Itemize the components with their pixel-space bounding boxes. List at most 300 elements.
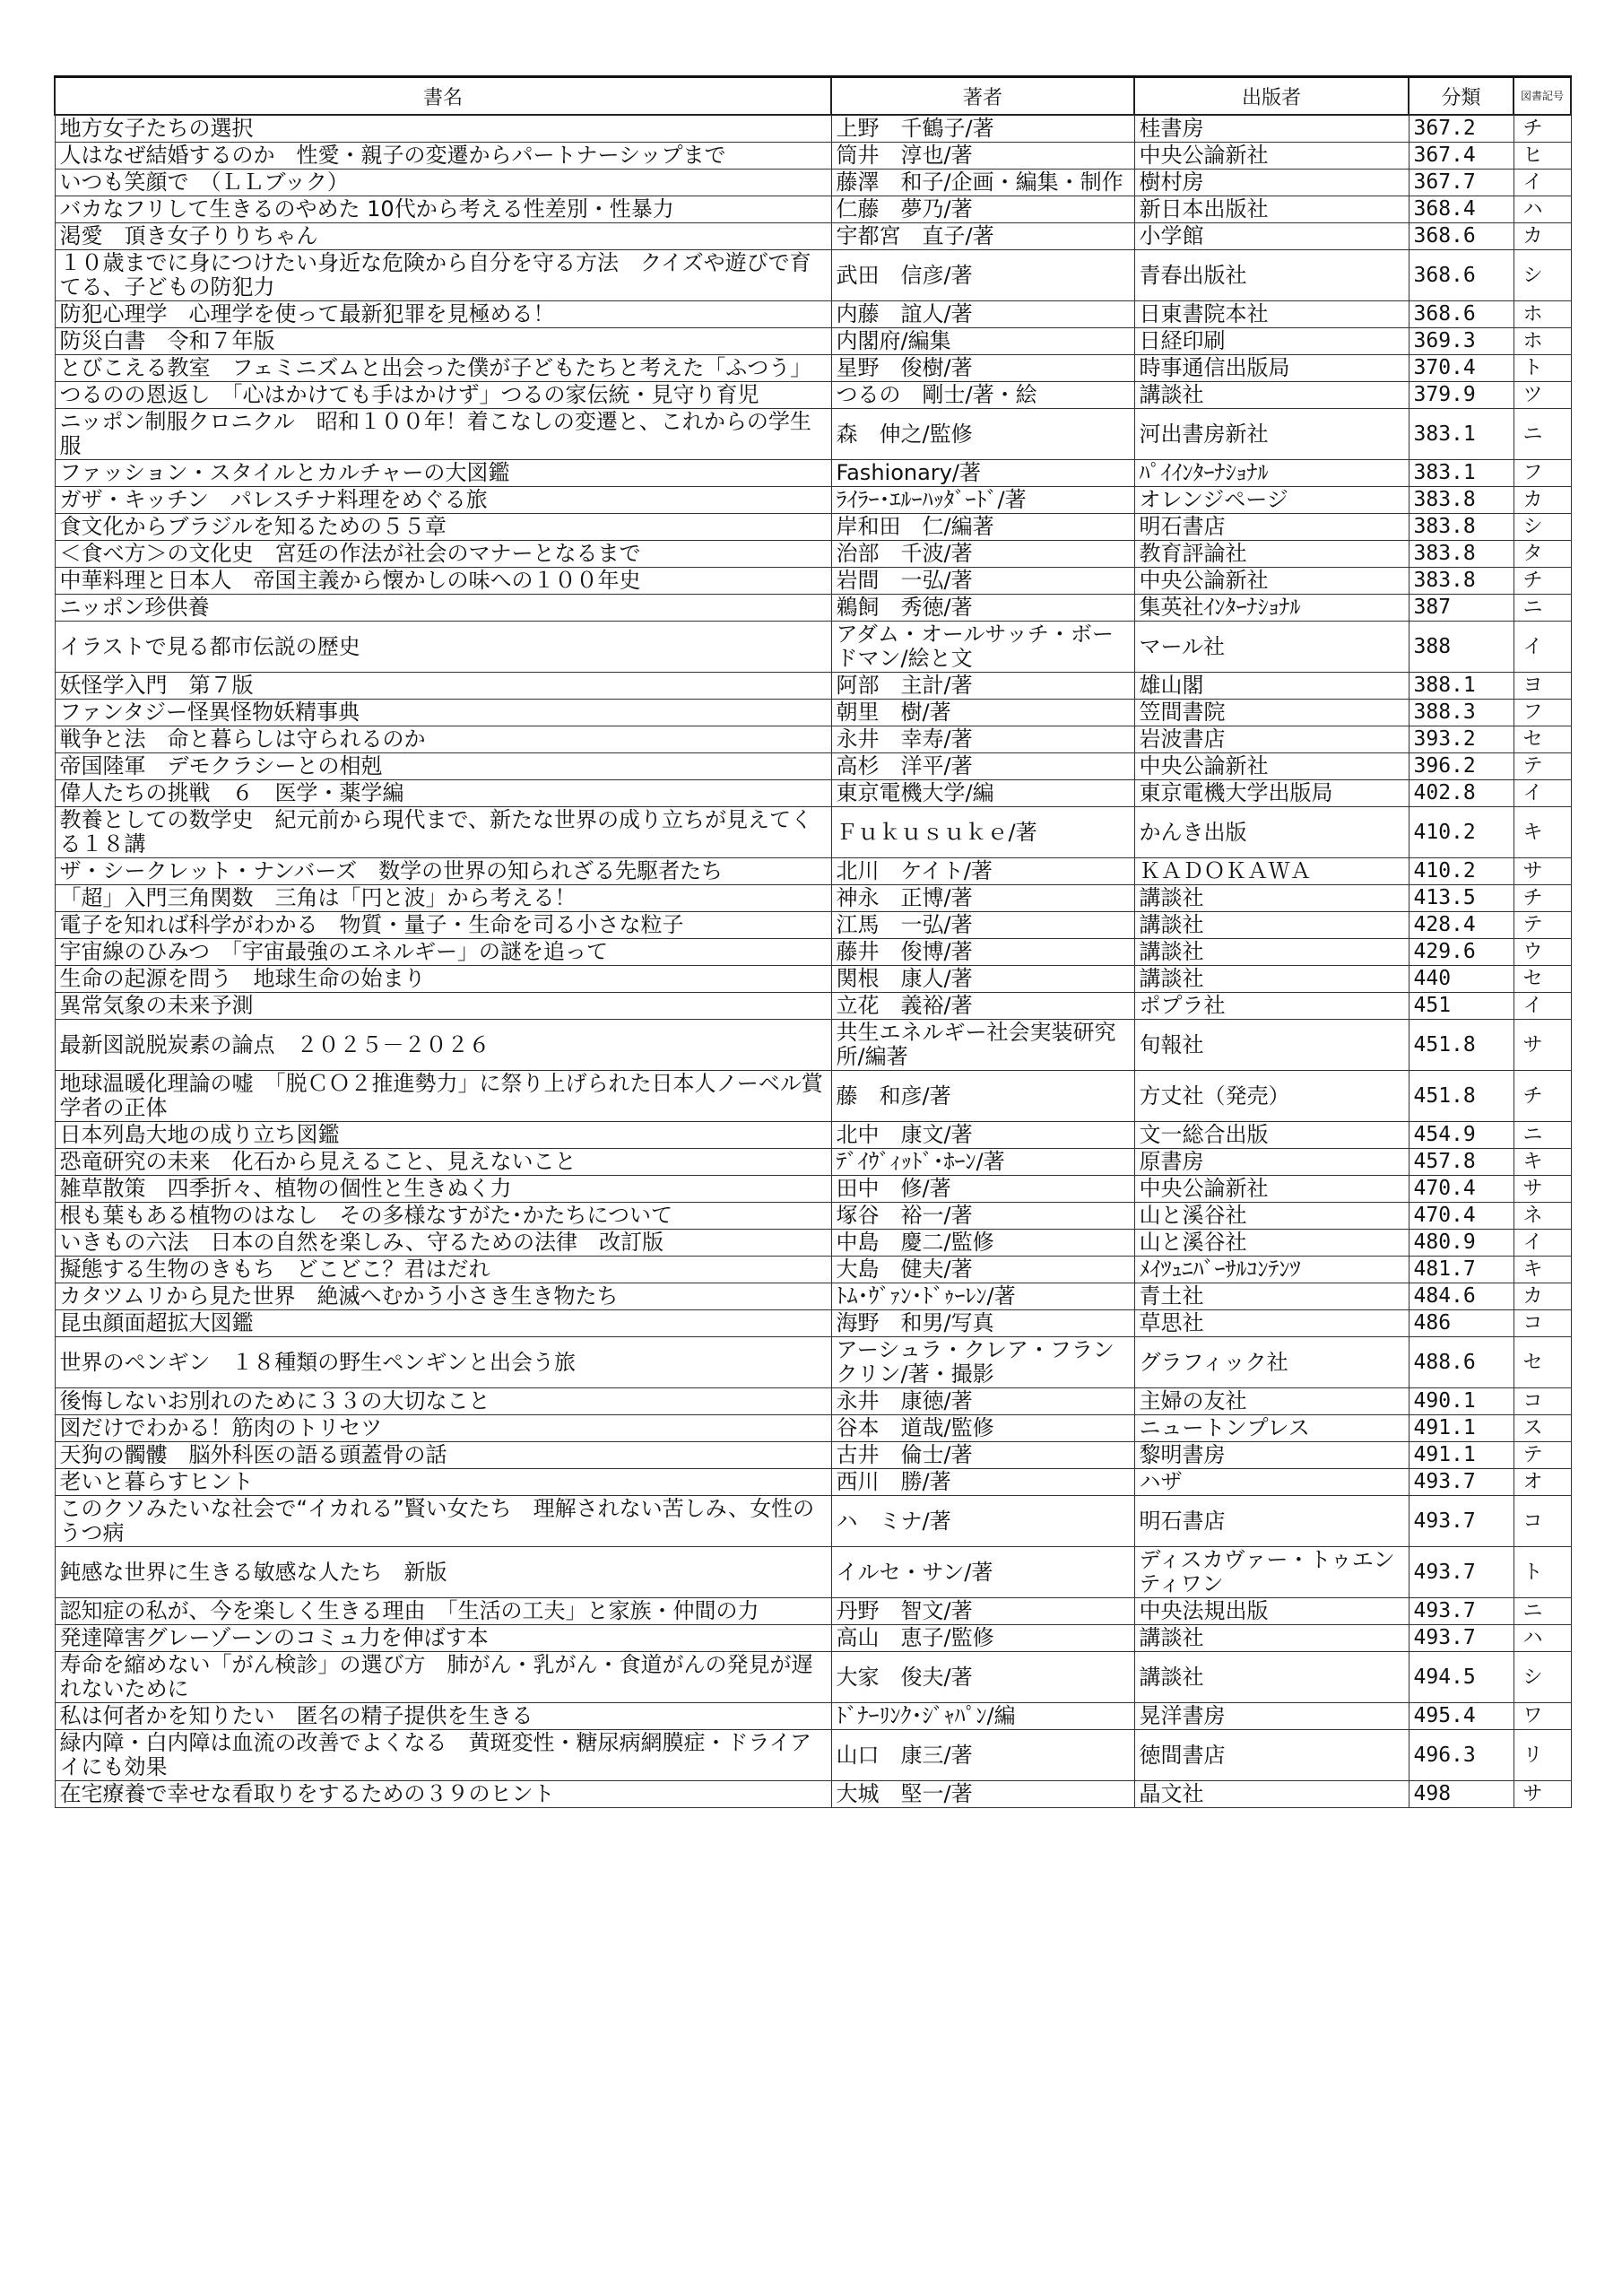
table-row <box>55 993 1571 1020</box>
author-cell: アーシュラ・クレア・フランクリン/著・撮影 <box>831 1337 1134 1388</box>
classification-cell: 383.1 <box>1409 460 1514 487</box>
book-mark-cell: チ <box>1514 1071 1571 1122</box>
author-cell: 大島 健夫/著 <box>831 1257 1134 1283</box>
publisher-cell: 方丈社（発売） <box>1134 1071 1409 1122</box>
book-title-cell: ニッポン制服クロニクル 昭和１００年！着こなしの変遷と、これからの学生服 <box>55 409 831 460</box>
table-row <box>55 1547 1571 1598</box>
book-title-cell: 雑草散策 四季折々、植物の個性と生きぬく力 <box>55 1176 831 1203</box>
book-mark-cell: ニ <box>1514 409 1571 460</box>
table-row <box>55 1781 1571 1808</box>
classification-cell: 493.7 <box>1409 1547 1514 1598</box>
book-mark-cell: イ <box>1514 622 1571 673</box>
author-cell: Ｆｕｋｕｓｕｋｅ/著 <box>831 807 1134 858</box>
classification-cell: 388.1 <box>1409 673 1514 700</box>
table-row <box>55 460 1571 487</box>
classification-cell: 451 <box>1409 993 1514 1020</box>
book-mark-cell: コ <box>1514 1310 1571 1337</box>
publisher-cell: 明石書店 <box>1134 1496 1409 1547</box>
book-title-cell: 中華料理と日本人 帝国主義から懐かしの味への１００年史 <box>55 568 831 595</box>
book-title-cell: 図だけでわかる！筋肉のトリセツ <box>55 1415 831 1442</box>
book-mark-cell: イ <box>1514 170 1571 196</box>
classification-cell: 470.4 <box>1409 1176 1514 1203</box>
book-title-cell: 教養としての数学史 紀元前から現代まで、新たな世界の成り立ちが見えてくる１８講 <box>55 807 831 858</box>
book-title-cell: ガザ・キッチン パレスチナ料理をめぐる旅 <box>55 487 831 514</box>
classification-cell: 402.8 <box>1409 780 1514 807</box>
publisher-cell: ハザ <box>1134 1469 1409 1496</box>
table-row <box>55 382 1571 409</box>
author-cell: 武田 信彦/著 <box>831 250 1134 301</box>
classification-cell: 383.1 <box>1409 409 1514 460</box>
header-classification: 分類 <box>1409 77 1514 116</box>
author-cell: 岸和田 仁/編著 <box>831 514 1134 541</box>
classification-cell: 493.7 <box>1409 1625 1514 1652</box>
book-title-cell: 老いと暮らすヒント <box>55 1469 831 1496</box>
book-title-cell: 発達障害グレーゾーンのコミュ力を伸ばす本 <box>55 1625 831 1652</box>
publisher-cell: 中央公論新社 <box>1134 568 1409 595</box>
table-row <box>55 726 1571 753</box>
book-mark-cell: セ <box>1514 726 1571 753</box>
classification-cell: 369.3 <box>1409 328 1514 355</box>
author-cell: 仁藤 夢乃/著 <box>831 196 1134 223</box>
author-cell: つるの 剛士/著・絵 <box>831 382 1134 409</box>
classification-cell: 491.1 <box>1409 1415 1514 1442</box>
book-mark-cell: サ <box>1514 1020 1571 1071</box>
author-cell: 高山 恵子/監修 <box>831 1625 1134 1652</box>
book-title-cell: 妖怪学入門 第７版 <box>55 673 831 700</box>
table-row <box>55 1496 1571 1547</box>
book-mark-cell: タ <box>1514 541 1571 568</box>
book-mark-cell: カ <box>1514 223 1571 250</box>
table-row <box>55 301 1571 328</box>
classification-cell: 493.7 <box>1409 1469 1514 1496</box>
book-title-cell: ニッポン珍供養 <box>55 595 831 622</box>
author-cell: 星野 俊樹/著 <box>831 355 1134 382</box>
author-cell: 江馬 一弘/著 <box>831 912 1134 939</box>
book-title-cell: 異常気象の未来予測 <box>55 993 831 1020</box>
book-title-cell: 昆虫顔面超拡大図鑑 <box>55 1310 831 1337</box>
classification-cell: 428.4 <box>1409 912 1514 939</box>
book-mark-cell: ワ <box>1514 1703 1571 1730</box>
publisher-cell: 小学館 <box>1134 223 1409 250</box>
book-mark-cell: シ <box>1514 250 1571 301</box>
book-mark-cell: セ <box>1514 966 1571 993</box>
table-row <box>55 1203 1571 1230</box>
book-mark-cell: ニ <box>1514 1598 1571 1625</box>
header-publisher: 出版者 <box>1134 77 1409 116</box>
publisher-cell: マール社 <box>1134 622 1409 673</box>
table-row <box>55 487 1571 514</box>
classification-cell: 480.9 <box>1409 1230 1514 1257</box>
table-row <box>55 1388 1571 1415</box>
publisher-cell: 黎明書房 <box>1134 1442 1409 1469</box>
author-cell: 内閣府/編集 <box>831 328 1134 355</box>
publisher-cell: 晶文社 <box>1134 1781 1409 1808</box>
book-mark-cell: テ <box>1514 1442 1571 1469</box>
publisher-cell: 旬報社 <box>1134 1020 1409 1071</box>
classification-cell: 383.8 <box>1409 514 1514 541</box>
author-cell: 上野 千鶴子/著 <box>831 115 1134 143</box>
book-mark-cell: セ <box>1514 1337 1571 1388</box>
classification-cell: 457.8 <box>1409 1149 1514 1176</box>
book-title-cell: 天狗の髑髏 脳外科医の語る頭蓋骨の話 <box>55 1442 831 1469</box>
table-row <box>55 196 1571 223</box>
header-author: 著者 <box>831 77 1134 116</box>
book-mark-cell: ニ <box>1514 1122 1571 1149</box>
publisher-cell: 日経印刷 <box>1134 328 1409 355</box>
publisher-cell: 笠間書院 <box>1134 700 1409 726</box>
book-mark-cell: ニ <box>1514 595 1571 622</box>
classification-cell: 368.6 <box>1409 250 1514 301</box>
classification-cell: 368.4 <box>1409 196 1514 223</box>
table-row <box>55 1230 1571 1257</box>
table-row <box>55 700 1571 726</box>
table-row <box>55 912 1571 939</box>
classification-cell: 367.2 <box>1409 115 1514 143</box>
publisher-cell: 中央公論新社 <box>1134 1176 1409 1203</box>
book-title-cell: 偉人たちの挑戦 ６ 医学・薬学編 <box>55 780 831 807</box>
classification-cell: 490.1 <box>1409 1388 1514 1415</box>
author-cell: 岩間 一弘/著 <box>831 568 1134 595</box>
classification-cell: 370.4 <box>1409 355 1514 382</box>
publisher-cell: 明石書店 <box>1134 514 1409 541</box>
classification-cell: 387 <box>1409 595 1514 622</box>
table-row <box>55 115 1571 143</box>
book-title-cell: 防犯心理学 心理学を使って最新犯罪を見極める！ <box>55 301 831 328</box>
author-cell: 谷本 道哉/監修 <box>831 1415 1134 1442</box>
classification-cell: 498 <box>1409 1781 1514 1808</box>
book-mark-cell: イ <box>1514 780 1571 807</box>
table-row <box>55 409 1571 460</box>
book-title-cell: 電子を知れば科学がわかる 物質・量子・生命を司る小さな粒子 <box>55 912 831 939</box>
classification-cell: 495.4 <box>1409 1703 1514 1730</box>
publisher-cell: ポプラ社 <box>1134 993 1409 1020</box>
table-header <box>55 77 1571 116</box>
publisher-cell: 講談社 <box>1134 382 1409 409</box>
table-body <box>55 115 1571 1808</box>
publisher-cell: 集英社ｲﾝﾀｰﾅｼｮﾅﾙ <box>1134 595 1409 622</box>
publisher-cell: 講談社 <box>1134 1625 1409 1652</box>
book-mark-cell: サ <box>1514 858 1571 885</box>
table-row <box>55 1310 1571 1337</box>
classification-cell: 379.9 <box>1409 382 1514 409</box>
classification-cell: 440 <box>1409 966 1514 993</box>
table-row <box>55 1598 1571 1625</box>
classification-cell: 488.6 <box>1409 1337 1514 1388</box>
book-mark-cell: チ <box>1514 885 1571 912</box>
table-row <box>55 1283 1571 1310</box>
book-title-cell: 私は何者かを知りたい 匿名の精子提供を生きる <box>55 1703 831 1730</box>
table-row <box>55 807 1571 858</box>
book-mark-cell: フ <box>1514 460 1571 487</box>
book-mark-cell: ホ <box>1514 328 1571 355</box>
author-cell: アダム・オールサッチ・ボードマン/絵と文 <box>831 622 1134 673</box>
book-mark-cell: ネ <box>1514 1203 1571 1230</box>
book-mark-cell: ハ <box>1514 196 1571 223</box>
author-cell: 筒井 淳也/著 <box>831 143 1134 170</box>
publisher-cell: ニュートンプレス <box>1134 1415 1409 1442</box>
book-title-cell: 在宅療養で幸せな看取りをするための３９のヒント <box>55 1781 831 1808</box>
table-row <box>55 1337 1571 1388</box>
table-row <box>55 355 1571 382</box>
publisher-cell: 講談社 <box>1134 912 1409 939</box>
publisher-cell: ﾊﾟｲｲﾝﾀｰﾅｼｮﾅﾙ <box>1134 460 1409 487</box>
author-cell: ﾗｲﾗｰ･ｴﾙｰﾊｯﾀﾞｰﾄﾞ/著 <box>831 487 1134 514</box>
table-row <box>55 568 1571 595</box>
author-cell: ﾃﾞｲｳﾞｨｯﾄﾞ･ﾎｰﾝ/著 <box>831 1149 1134 1176</box>
table-row <box>55 622 1571 673</box>
classification-cell: 368.6 <box>1409 301 1514 328</box>
classification-cell: 383.8 <box>1409 541 1514 568</box>
classification-cell: 484.6 <box>1409 1283 1514 1310</box>
publisher-cell: オレンジページ <box>1134 487 1409 514</box>
book-title-cell: 地方女子たちの選択 <box>55 115 831 143</box>
table-row <box>55 1415 1571 1442</box>
book-title-cell: 防災白書 令和７年版 <box>55 328 831 355</box>
classification-cell: 388 <box>1409 622 1514 673</box>
author-cell: 宇都宮 直子/著 <box>831 223 1134 250</box>
classification-cell: 383.8 <box>1409 487 1514 514</box>
book-title-cell: 鈍感な世界に生きる敏感な人たち 新版 <box>55 1547 831 1598</box>
book-mark-cell: カ <box>1514 1283 1571 1310</box>
author-cell: 治部 千波/著 <box>831 541 1134 568</box>
author-cell: イルセ・サン/著 <box>831 1547 1134 1598</box>
book-title-cell: イラストで見る都市伝説の歴史 <box>55 622 831 673</box>
author-cell: 共生エネルギー社会実装研究所/編著 <box>831 1020 1134 1071</box>
book-mark-cell: イ <box>1514 993 1571 1020</box>
book-title-cell: いきもの六法 日本の自然を楽しみ、守るための法律 改訂版 <box>55 1230 831 1257</box>
table-row <box>55 1122 1571 1149</box>
author-cell: 田中 修/著 <box>831 1176 1134 1203</box>
author-cell: 丹野 智文/著 <box>831 1598 1134 1625</box>
classification-cell: 454.9 <box>1409 1122 1514 1149</box>
book-title-cell: ファッション・スタイルとカルチャーの大図鑑 <box>55 460 831 487</box>
publisher-cell: 原書房 <box>1134 1149 1409 1176</box>
publisher-cell: 山と溪谷社 <box>1134 1230 1409 1257</box>
book-mark-cell: キ <box>1514 1149 1571 1176</box>
author-cell: 東京電機大学/編 <box>831 780 1134 807</box>
book-mark-cell: イ <box>1514 1230 1571 1257</box>
classification-cell: 451.8 <box>1409 1020 1514 1071</box>
table-row <box>55 170 1571 196</box>
table-row <box>55 858 1571 885</box>
book-title-cell: 日本列島大地の成り立ち図鑑 <box>55 1122 831 1149</box>
publisher-cell: 青土社 <box>1134 1283 1409 1310</box>
author-cell: 永井 幸寿/著 <box>831 726 1134 753</box>
publisher-cell: 時事通信出版局 <box>1134 355 1409 382</box>
publisher-cell: ﾒｲﾂｭﾆﾊﾞｰｻﾙｺﾝﾃﾝﾂ <box>1134 1257 1409 1283</box>
publisher-cell: 岩波書店 <box>1134 726 1409 753</box>
book-mark-cell: ヒ <box>1514 143 1571 170</box>
publisher-cell: 講談社 <box>1134 939 1409 966</box>
table-row <box>55 673 1571 700</box>
publisher-cell: 主婦の友社 <box>1134 1388 1409 1415</box>
publisher-cell: 中央法規出版 <box>1134 1598 1409 1625</box>
author-cell: 中島 慶二/監修 <box>831 1230 1134 1257</box>
author-cell: 大城 堅一/著 <box>831 1781 1134 1808</box>
author-cell: 藤澤 和子/企画・編集・制作 <box>831 170 1134 196</box>
publisher-cell: ＫＡＤＯＫＡＷＡ <box>1134 858 1409 885</box>
classification-cell: 368.6 <box>1409 223 1514 250</box>
author-cell: 森 伸之/監修 <box>831 409 1134 460</box>
publisher-cell: ディスカヴァー・トゥエンティワン <box>1134 1547 1409 1598</box>
table-row <box>55 1071 1571 1122</box>
table-row <box>55 1469 1571 1496</box>
book-title-cell: 認知症の私が、今を楽しく生きる理由 「生活の工夫」と家族・仲間の力 <box>55 1598 831 1625</box>
classification-cell: 470.4 <box>1409 1203 1514 1230</box>
book-mark-cell: ホ <box>1514 301 1571 328</box>
table-row <box>55 1625 1571 1652</box>
book-mark-cell: チ <box>1514 568 1571 595</box>
table-row <box>55 1730 1571 1781</box>
publisher-cell: 河出書房新社 <box>1134 409 1409 460</box>
table-row <box>55 1652 1571 1703</box>
table-row <box>55 143 1571 170</box>
publisher-cell: 教育評論社 <box>1134 541 1409 568</box>
publisher-cell: 雄山閣 <box>1134 673 1409 700</box>
author-cell: 関根 康人/著 <box>831 966 1134 993</box>
author-cell: 立花 義裕/著 <box>831 993 1134 1020</box>
book-mark-cell: テ <box>1514 912 1571 939</box>
book-mark-cell: サ <box>1514 1176 1571 1203</box>
book-title-cell: １０歳までに身につけたい身近な危険から自分を守る方法 クイズや遊びで育てる、子どもの防犯力 <box>55 250 831 301</box>
book-mark-cell: フ <box>1514 700 1571 726</box>
book-mark-cell: シ <box>1514 514 1571 541</box>
book-mark-cell: ト <box>1514 355 1571 382</box>
book-mark-cell: キ <box>1514 807 1571 858</box>
book-mark-cell: カ <box>1514 487 1571 514</box>
table-row <box>55 1149 1571 1176</box>
book-title-cell: 帝国陸軍 デモクラシーとの相剋 <box>55 753 831 780</box>
table-row <box>55 541 1571 568</box>
publisher-cell: 新日本出版社 <box>1134 196 1409 223</box>
book-mark-cell: ウ <box>1514 939 1571 966</box>
classification-cell: 413.5 <box>1409 885 1514 912</box>
book-title-cell: 最新図説脱炭素の論点 ２０２５－２０２６ <box>55 1020 831 1071</box>
classification-cell: 410.2 <box>1409 858 1514 885</box>
table-row <box>55 223 1571 250</box>
book-mark-cell: ト <box>1514 1547 1571 1598</box>
book-mark-cell: オ <box>1514 1469 1571 1496</box>
book-title-cell: 地球温暖化理論の嘘 「脱ＣＯ２推進勢力」に祭り上げられた日本人ノーベル賞学者の正体 <box>55 1071 831 1122</box>
book-title-cell: ファンタジー怪異怪物妖精事典 <box>55 700 831 726</box>
book-mark-cell: ヨ <box>1514 673 1571 700</box>
author-cell: 鵜飼 秀徳/著 <box>831 595 1134 622</box>
author-cell: Fashionary/著 <box>831 460 1134 487</box>
publisher-cell: 東京電機大学出版局 <box>1134 780 1409 807</box>
book-title-cell: ＜食べ方＞の文化史 宮廷の作法が社会のマナーとなるまで <box>55 541 831 568</box>
book-title-cell: 根も葉もある植物のはなし その多様なすがた･かたちについて <box>55 1203 831 1230</box>
author-cell: 藤井 俊博/著 <box>831 939 1134 966</box>
table-row <box>55 1257 1571 1283</box>
table-row <box>55 966 1571 993</box>
table-row <box>55 1703 1571 1730</box>
publisher-cell: 日東書院本社 <box>1134 301 1409 328</box>
author-cell: 藤 和彦/著 <box>831 1071 1134 1122</box>
classification-cell: 451.8 <box>1409 1071 1514 1122</box>
book-title-cell: 後悔しないお別れのために３３の大切なこと <box>55 1388 831 1415</box>
publisher-cell: 晃洋書房 <box>1134 1703 1409 1730</box>
author-cell: 山口 康三/著 <box>831 1730 1134 1781</box>
book-title-cell: 擬態する生物のきもち どこどこ？君はだれ <box>55 1257 831 1283</box>
table-row <box>55 753 1571 780</box>
book-mark-cell: シ <box>1514 1652 1571 1703</box>
book-title-cell: つるのの恩返し 「心はかけても手はかけず」つるの家伝統・見守り育児 <box>55 382 831 409</box>
table-row <box>55 939 1571 966</box>
publisher-cell: 樹村房 <box>1134 170 1409 196</box>
publisher-cell: 講談社 <box>1134 1652 1409 1703</box>
classification-cell: 493.7 <box>1409 1496 1514 1547</box>
book-title-cell: 宇宙線のひみつ 「宇宙最強のエネルギー」の謎を追って <box>55 939 831 966</box>
book-mark-cell: ハ <box>1514 1625 1571 1652</box>
author-cell: 海野 和男/写真 <box>831 1310 1134 1337</box>
book-title-cell: 渇愛 頂き女子りりちゃん <box>55 223 831 250</box>
classification-cell: 481.7 <box>1409 1257 1514 1283</box>
table-row <box>55 885 1571 912</box>
classification-cell: 393.2 <box>1409 726 1514 753</box>
book-mark-cell: コ <box>1514 1388 1571 1415</box>
table-row <box>55 1176 1571 1203</box>
publisher-cell: 講談社 <box>1134 966 1409 993</box>
header-title: 書名 <box>55 77 831 116</box>
author-cell: 北中 康文/著 <box>831 1122 1134 1149</box>
book-mark-cell: リ <box>1514 1730 1571 1781</box>
author-cell: 朝里 樹/著 <box>831 700 1134 726</box>
author-cell: 阿部 主計/著 <box>831 673 1134 700</box>
book-mark-cell: テ <box>1514 753 1571 780</box>
book-list-table <box>54 75 1572 1808</box>
book-mark-cell: ス <box>1514 1415 1571 1442</box>
table-row <box>55 250 1571 301</box>
publisher-cell: 中央公論新社 <box>1134 753 1409 780</box>
publisher-cell: 文一総合出版 <box>1134 1122 1409 1149</box>
author-cell: 永井 康徳/著 <box>831 1388 1134 1415</box>
author-cell: 北川 ケイト/著 <box>831 858 1134 885</box>
book-title-cell: 生命の起源を問う 地球生命の始まり <box>55 966 831 993</box>
book-title-cell: 人はなぜ結婚するのか 性愛・親子の変遷からパートナーシップまで <box>55 143 831 170</box>
book-title-cell: 恐竜研究の未来 化石から見えること、見えないこと <box>55 1149 831 1176</box>
classification-cell: 429.6 <box>1409 939 1514 966</box>
publisher-cell: 山と溪谷社 <box>1134 1203 1409 1230</box>
table-row <box>55 1442 1571 1469</box>
publisher-cell: かんき出版 <box>1134 807 1409 858</box>
table-row <box>55 328 1571 355</box>
book-mark-cell: ツ <box>1514 382 1571 409</box>
classification-cell: 396.2 <box>1409 753 1514 780</box>
author-cell: 塚谷 裕一/著 <box>831 1203 1134 1230</box>
author-cell: ﾄﾑ･ｳﾞｧﾝ･ﾄﾞｩｰﾚﾝ/著 <box>831 1283 1134 1310</box>
author-cell: 大家 俊夫/著 <box>831 1652 1134 1703</box>
author-cell: 古井 倫士/著 <box>831 1442 1134 1469</box>
book-title-cell: カタツムリから見た世界 絶滅へむかう小さき生き物たち <box>55 1283 831 1310</box>
book-title-cell: とびこえる教室 フェミニズムと出会った僕が子どもたちと考えた「ふつう」 <box>55 355 831 382</box>
publisher-cell: 中央公論新社 <box>1134 143 1409 170</box>
header-row <box>55 77 1571 116</box>
book-title-cell: 食文化からブラジルを知るための５５章 <box>55 514 831 541</box>
book-title-cell: 緑内障・白内障は血流の改善でよくなる 黄斑変性・糖尿病網膜症・ドライアイにも効果 <box>55 1730 831 1781</box>
author-cell: 内藤 誼人/著 <box>831 301 1134 328</box>
classification-cell: 491.1 <box>1409 1442 1514 1469</box>
classification-cell: 410.2 <box>1409 807 1514 858</box>
book-title-cell: 「超」入門三角関数 三角は「円と波」から考える！ <box>55 885 831 912</box>
table-row <box>55 514 1571 541</box>
classification-cell: 496.3 <box>1409 1730 1514 1781</box>
book-title-cell: バカなフリして生きるのやめた 10代から考える性差別・性暴力 <box>55 196 831 223</box>
book-title-cell: このクソみたいな社会で“イカれる”賢い女たち 理解されない苦しみ、女性のうつ病 <box>55 1496 831 1547</box>
book-mark-cell: コ <box>1514 1496 1571 1547</box>
classification-cell: 367.7 <box>1409 170 1514 196</box>
table-row <box>55 1020 1571 1071</box>
publisher-cell: 青春出版社 <box>1134 250 1409 301</box>
